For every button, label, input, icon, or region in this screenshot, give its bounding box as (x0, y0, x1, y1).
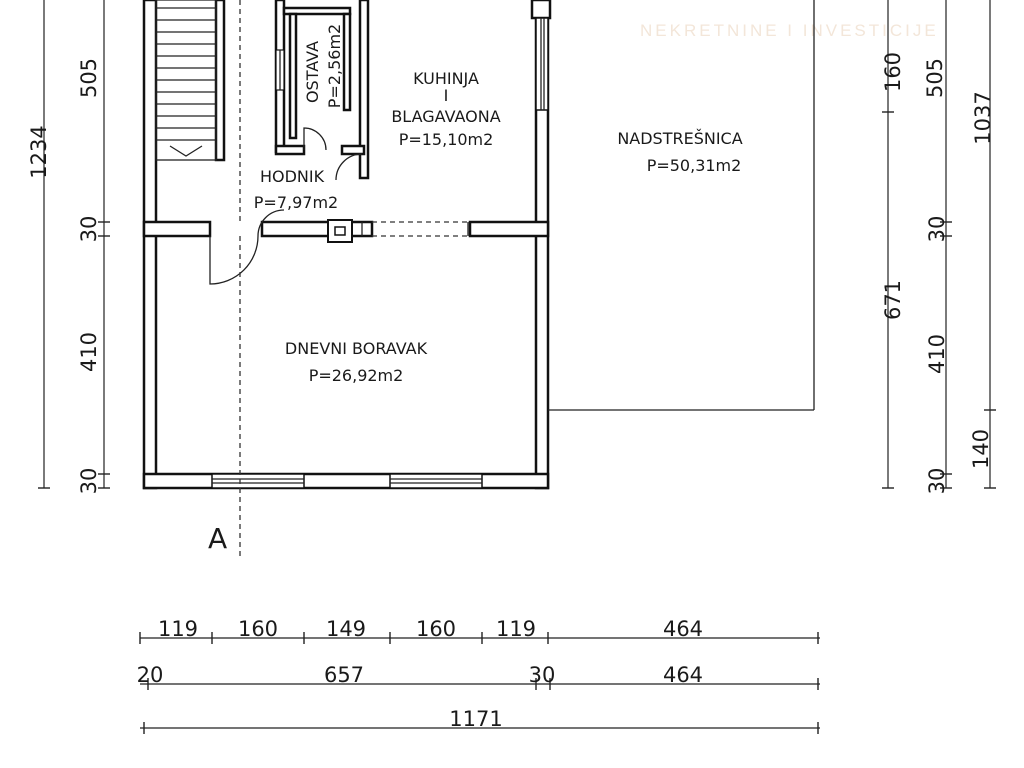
dim-bottom2-0: 20 (136, 663, 164, 687)
dim-right-0: 160 (881, 51, 905, 93)
dim-left-3: 30 (77, 467, 101, 495)
hodnik-name: HODNIK (259, 167, 325, 186)
doors (210, 128, 470, 284)
dnevni-name: DNEVNI BORAVAK (284, 339, 428, 358)
dim-bottom1-5: 464 (662, 617, 704, 641)
nadstresnica-name: NADSTREŠNICA (617, 129, 743, 148)
dnevni-area: P=26,92m2 (308, 366, 404, 385)
ostava-area: P=2,56m2 (325, 23, 344, 109)
ostava-name: OSTAVA (303, 40, 322, 104)
dim-bottom2-1: 657 (323, 663, 365, 687)
dim-right-6: 140 (969, 428, 993, 470)
staircase (156, 0, 216, 160)
dim-right-7: 30 (925, 467, 949, 495)
dim-bottom1-2: 149 (325, 617, 367, 641)
section-marker: A (208, 522, 228, 555)
nadstresnica-area: P=50,31m2 (646, 156, 742, 175)
kuhinja-name-line2: I (443, 86, 449, 105)
windows (212, 18, 548, 488)
dim-bottom1-4: 119 (495, 617, 537, 641)
room-ostava-label (303, 24, 344, 108)
kuhinja-area: P=15,10m2 (398, 130, 494, 149)
dim-left-overall: 1234 (27, 125, 51, 179)
dim-right-1: 505 (923, 57, 947, 99)
dim-bottom1-3: 160 (415, 617, 457, 641)
dim-right-4: 671 (881, 279, 905, 321)
walls (144, 0, 550, 488)
dim-bottom2-3: 464 (662, 663, 704, 687)
dim-bottom1-0: 119 (157, 617, 199, 641)
hodnik-area: P=7,97m2 (253, 193, 339, 212)
dim-right-2: 1037 (971, 91, 995, 145)
dim-left-1: 30 (77, 215, 101, 243)
kuhinja-name-line3: BLAGAVAONA (391, 107, 501, 126)
watermark: NEKRETNINE I INVESTICIJE (640, 21, 939, 40)
canopy-outline (548, 0, 814, 410)
dim-bottom2-2: 30 (528, 663, 556, 687)
dim-bottom-total: 1171 (449, 707, 503, 731)
dim-left-2: 410 (77, 331, 101, 373)
dim-left-0: 505 (77, 57, 101, 99)
dim-bottom1-1: 160 (237, 617, 279, 641)
dim-right-5: 410 (925, 333, 949, 375)
kuhinja-name-line1: KUHINJA (413, 69, 479, 88)
dim-right-3: 30 (925, 215, 949, 243)
